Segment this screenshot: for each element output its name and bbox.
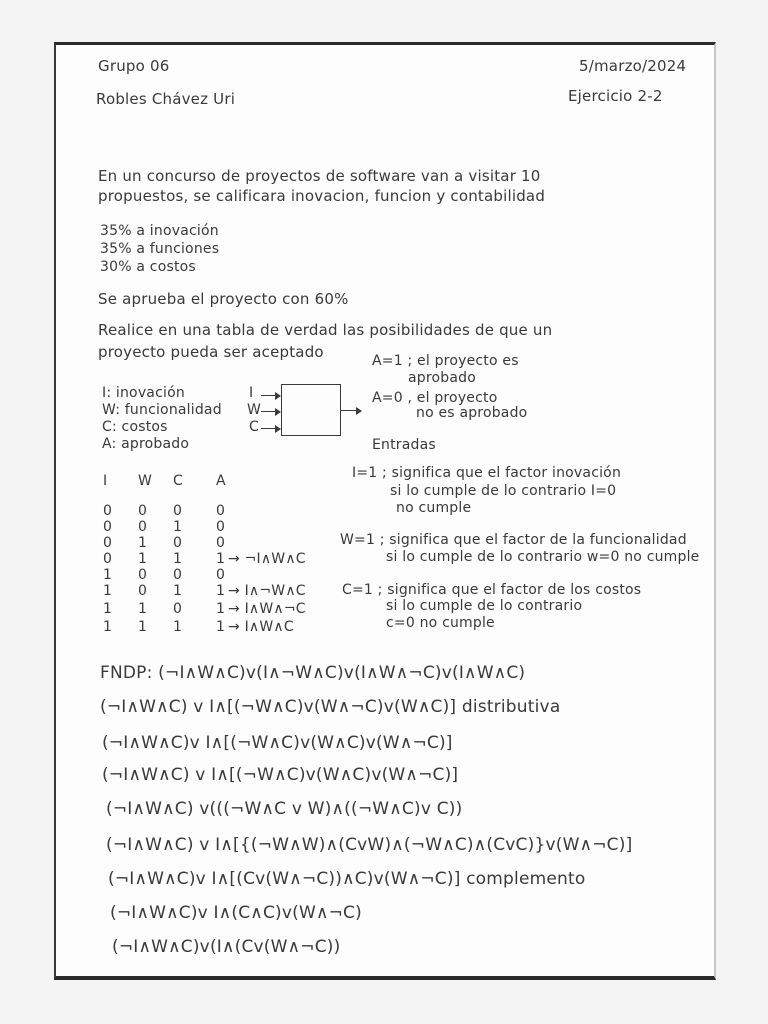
table-cell: 1 [173,551,183,567]
table-cell: 1 [216,583,226,599]
derivation-line: (¬I∧W∧C)v I∧(C∧C)v(W∧¬C) [110,903,362,923]
note-i-line-3: no cumple [396,500,472,516]
derivation-line: (¬I∧W∧C)v I∧[(¬W∧C)v(W∧C)v(W∧¬C)] [102,733,453,753]
note-c-line-1: C=1 ; significa que el factor de los costos [342,582,642,598]
table-cell: 1 [173,519,183,535]
table-header-w: W [138,473,153,489]
note-w-line-2: si lo cumple de lo contrario w=0 no cumple [386,549,700,565]
derivation-line: (¬I∧W∧C) v(((¬W∧C v W)∧((¬W∧C)v C)) [106,799,463,819]
table-cell: 0 [103,535,113,551]
note-a1-line-2: aprobado [408,370,476,386]
table-cell: 0 [138,519,148,535]
problem-line-2: propuestos, se calificara inovacion, funcion y contabilidad [98,187,546,205]
minterm-arrow: → I∧W∧C [228,619,294,635]
table-cell: 1 [103,601,113,617]
table-cell: 0 [216,567,226,583]
table-header-a: A [216,473,226,489]
derivation-line: (¬I∧W∧C)v I∧[(Cv(W∧¬C))∧C)v(W∧¬C)] complemento [108,869,586,889]
table-header-c: C [173,473,183,489]
table-cell: 0 [103,551,113,567]
block-input-i: I [249,385,254,401]
note-c-line-3: c=0 no cumple [386,615,495,631]
table-cell: 0 [216,535,226,551]
table-cell: 1 [103,583,113,599]
table-cell: 1 [138,601,148,617]
note-a0-line-1: A=0 , el proyecto [372,390,498,406]
table-cell: 0 [138,567,148,583]
table-cell: 0 [138,503,148,519]
note-w-line-1: W=1 ; significa que el factor de la funcionalidad [340,532,687,548]
table-cell: 0 [216,519,226,535]
note-c-line-2: si lo cumple de lo contrario [386,598,583,614]
table-header-i: I [103,473,108,489]
table-cell: 1 [216,619,226,635]
approval-rule: Se aprueba el proyecto con 60% [98,290,349,308]
minterm-arrow: → I∧W∧¬C [228,601,306,617]
arrow-a [341,410,361,411]
note-i-line-1: I=1 ; significa que el factor inovación [352,465,622,481]
minterm-arrow: → ¬I∧W∧C [228,551,306,567]
derivation-line: (¬I∧W∧C)v(I∧(Cv(W∧¬C)) [112,937,341,957]
legend-costos: C: costos [102,419,168,435]
table-cell: 1 [138,535,148,551]
arrow-c [261,428,280,429]
date-label: 5/marzo/2024 [579,57,687,75]
derivation-line: (¬I∧W∧C) v I∧[(¬W∧C)v(W∧¬C)v(W∧C)] distributiva [100,697,561,717]
exercise-label: Ejercicio 2-2 [568,87,663,105]
task-line-2: proyecto pueda ser aceptado [98,343,324,361]
table-cell: 0 [103,519,113,535]
table-cell: 1 [216,601,226,617]
legend-funcionalidad: W: funcionalidad [102,402,222,418]
weight-inovacion: 35% a inovación [100,223,219,239]
table-cell: 0 [173,503,183,519]
table-cell: 0 [173,601,183,617]
block-input-w: W [247,402,262,418]
system-block [281,384,341,436]
table-cell: 1 [138,619,148,635]
problem-line-1: En un concurso de proyectos de software van a visitar 10 [98,167,541,185]
arrow-w [261,411,280,412]
block-input-c: C [249,419,259,435]
table-cell: 0 [216,503,226,519]
derivation-line: (¬I∧W∧C) v I∧[(¬W∧C)v(W∧C)v(W∧¬C)] [102,765,459,785]
weight-funciones: 35% a funciones [100,241,220,257]
table-cell: 1 [138,551,148,567]
notebook-page [54,42,716,980]
table-cell: 1 [216,551,226,567]
table-cell: 1 [173,583,183,599]
arrow-i [261,395,280,396]
note-a1-line-1: A=1 ; el proyecto es [372,353,519,369]
note-i-line-2: si lo cumple de lo contrario I=0 [390,483,617,499]
group-label: Grupo 06 [98,57,170,75]
table-cell: 1 [173,619,183,635]
weight-costos: 30% a costos [100,259,196,275]
table-cell: 0 [173,567,183,583]
legend-aprobado: A: aprobado [102,436,190,452]
student-name: Robles Chávez Uri [96,90,236,108]
task-line-1: Realice en una tabla de verdad las posibilidades de que un [98,321,553,339]
table-cell: 0 [173,535,183,551]
table-cell: 0 [138,583,148,599]
minterm-arrow: → I∧¬W∧C [228,583,306,599]
note-a0-line-2: no es aprobado [416,405,528,421]
table-cell: 0 [103,503,113,519]
entradas-heading: Entradas [372,437,436,453]
legend-inovacion: I: inovación [102,385,185,401]
derivation-line: (¬I∧W∧C) v I∧[{(¬W∧W)∧(CvW)∧(¬W∧C)∧(CvC)}v(W∧¬C)] [106,835,633,855]
table-cell: 1 [103,619,113,635]
derivation-line: FNDP: (¬I∧W∧C)v(I∧¬W∧C)v(I∧W∧¬C)v(I∧W∧C) [100,663,526,683]
table-cell: 1 [103,567,113,583]
